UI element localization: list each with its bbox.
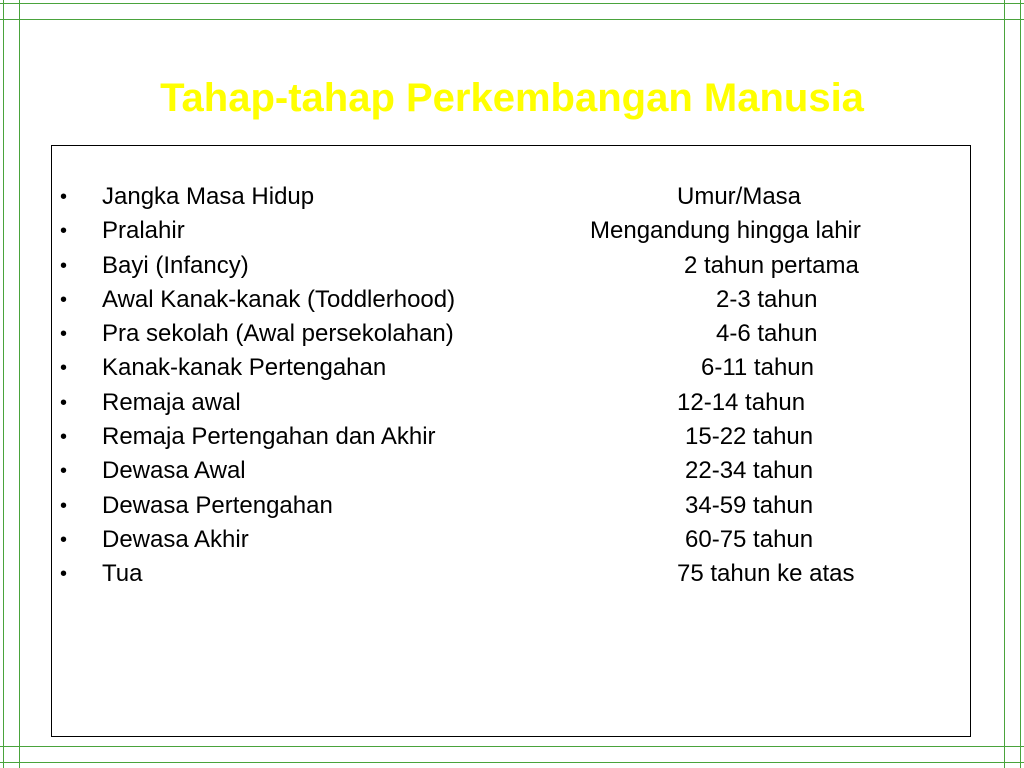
- list-item: [52, 317, 970, 351]
- bullet-icon: •: [60, 528, 68, 551]
- bullet-icon: •: [60, 254, 68, 277]
- stage-label: Dewasa Awal: [102, 457, 246, 485]
- stage-age: 75 tahun ke atas: [677, 560, 855, 588]
- stage-label: Dewasa Akhir: [102, 525, 249, 553]
- stage-label: Remaja awal: [102, 388, 241, 416]
- slide-title: Tahap-tahap Perkembangan Manusia: [160, 76, 864, 120]
- bullet-icon: •: [60, 563, 68, 586]
- stage-age: 12-14 tahun: [677, 388, 806, 416]
- frame-line-top-2: [0, 19, 1024, 20]
- stage-label: Pralahir: [102, 217, 185, 245]
- list-item: [52, 489, 970, 523]
- bullet-icon: •: [60, 186, 68, 208]
- stage-label: Dewasa Pertengahan: [102, 491, 333, 519]
- stage-age: 6-11 tahun: [701, 354, 814, 382]
- stage-age: 22-34 tahun: [685, 457, 814, 485]
- stage-label: Tua: [102, 560, 143, 588]
- bullet-icon: •: [60, 426, 68, 449]
- list-item: [52, 454, 970, 488]
- stage-label: Pra sekolah (Awal persekolahan): [102, 320, 454, 348]
- list-item: [52, 420, 970, 454]
- bullet-icon: •: [60, 357, 68, 380]
- stage-label: Kanak-kanak Pertengahan: [102, 354, 387, 382]
- bullet-icon: •: [60, 391, 68, 414]
- list-item: [52, 523, 970, 557]
- list-item: [52, 386, 970, 420]
- bullet-icon: •: [60, 323, 68, 346]
- list-item: [52, 557, 970, 591]
- frame-line-top-1: [0, 3, 1024, 4]
- stage-label: Jangka Masa Hidup: [102, 183, 315, 210]
- stage-age: 60-75 tahun: [685, 525, 814, 553]
- bullet-icon: •: [60, 288, 68, 311]
- list-item: [52, 249, 970, 283]
- stage-list: [52, 180, 970, 592]
- stage-age: 15-22 tahun: [685, 423, 814, 451]
- stage-label: Bayi (Infancy): [102, 251, 249, 279]
- stage-age: 2 tahun pertama: [684, 251, 859, 279]
- bullet-icon: •: [60, 494, 68, 517]
- list-item: [52, 214, 970, 248]
- list-item: [52, 180, 970, 214]
- stage-age: Mengandung hingga lahir: [590, 217, 861, 245]
- bullet-icon: •: [60, 460, 68, 483]
- frame-line-bottom-1: [0, 746, 1024, 747]
- content-box: [51, 145, 971, 737]
- stage-age: 34-59 tahun: [685, 491, 814, 519]
- list-item: [52, 283, 970, 317]
- stage-age: 2-3 tahun: [716, 285, 818, 313]
- stage-age: Umur/Masa: [677, 183, 802, 210]
- bullet-icon: •: [60, 220, 68, 243]
- stage-label: Awal Kanak-kanak (Toddlerhood): [102, 285, 456, 313]
- list-item: [52, 351, 970, 385]
- stage-age: 4-6 tahun: [716, 320, 818, 348]
- frame-line-bottom-2: [0, 762, 1024, 763]
- stage-label: Remaja Pertengahan dan Akhir: [102, 423, 436, 451]
